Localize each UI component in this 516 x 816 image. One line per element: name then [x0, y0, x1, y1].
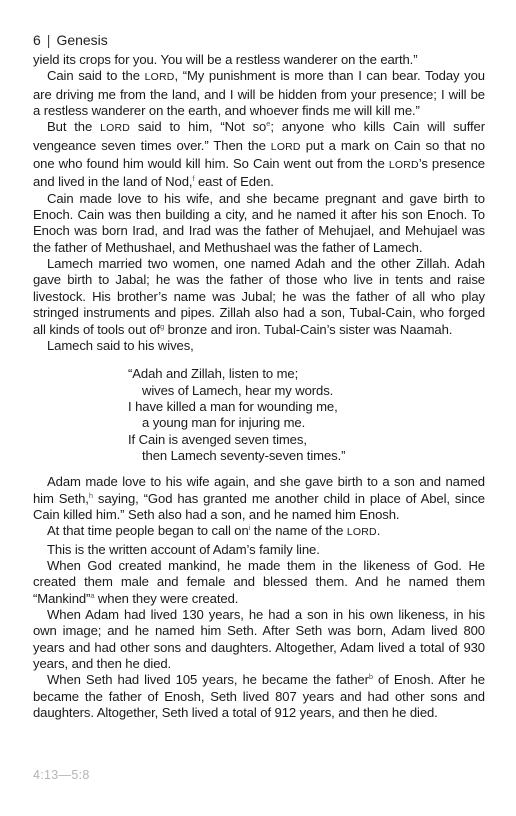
paragraph-3	[33, 119, 485, 190]
paragraph-text: yield its crops for you. You will be a restless wanderer on the earth.”	[33, 52, 418, 67]
footnote-marker[interactable]: g	[160, 321, 165, 331]
paragraph-text: , “My punishment is more than I can bear. Today you are driving me from the land, and I will be hidden from your presence; I will be a restless wanderer on the earth, and whoever finds me will kill me.”	[33, 68, 485, 119]
divine-name: LORD	[388, 160, 419, 172]
paragraph-text: ; anyone who kills Cain will suffer vengeance seven times over.” Then the	[33, 119, 485, 153]
paragraph-text: ’s presence and lived in the land of Nod,	[33, 156, 485, 190]
paragraph-7	[33, 474, 485, 523]
poem-line: a young man for injuring me.	[142, 415, 306, 431]
paragraph-text: said to him, “Not so	[129, 119, 267, 135]
paragraph-2	[33, 68, 485, 119]
paragraph-4	[33, 191, 485, 256]
divine-name: LORD	[100, 123, 130, 135]
paragraph-text: Adam made love to his wife again, and she gave birth to a son and named him Seth,	[33, 474, 485, 506]
divine-name: LORD	[346, 527, 377, 539]
paragraph-9	[33, 542, 485, 558]
header-separator: |	[46, 32, 51, 48]
paragraph-text: put a mark on Cain so that no one who found him would kill him. So Cain went out from the	[33, 137, 485, 172]
paragraph-text: east of Eden.	[194, 174, 274, 190]
paragraph-text: Lamech said to his wives,	[47, 337, 194, 353]
poem-line: then Lamech seventy-seven times.”	[142, 447, 346, 463]
paragraph-text: Cain made love to his wife, and she became pregnant and gave birth to Enoch. Cain was then building a city, and he named it after his son Enoch. To Enoch was born Irad, and Irad was the father of Mehujael, and Mehujael was the father of Methushael, and Methushael was the father of Lamech.	[33, 190, 485, 255]
paragraph-5	[33, 256, 485, 338]
paragraph-text: When God created mankind, he made them in the likeness of God. He created them male and female and blessed them. And he named them “Mankind”	[33, 557, 485, 606]
paragraph-10	[33, 558, 485, 607]
poem-line: I have killed a man for wounding me,	[128, 398, 338, 414]
paragraph-text: When Adam had lived 130 years, he had a son in his own likeness, in his own image; and he named him Seth. After Seth was born, Adam lived 800 years and had other sons and daughters. Altogether, Adam lived a total of 930 years, and then he died.	[33, 607, 485, 672]
footnote-marker[interactable]: f	[192, 174, 195, 184]
paragraph-text: of Enosh. After he became the father of Enosh, Seth lived 807 years and had other sons and daughters. Altogether, Seth lived a total of 912 years, and then he died.	[33, 672, 485, 721]
paragraph-text: Lamech married two women, one named Adah and the other Zillah. Adah gave birth to Jabal; he was the father of those who live in tents and raise livestock. His brother’s name was Jubal; he was the father of all who play stringed instruments and pipes. Zillah also had a son, Tubal-Cain, who forged all kinds of tools out of	[33, 256, 485, 337]
paragraph-text: At that time people began to call on	[47, 523, 249, 539]
paragraph-text: saying, “God has granted me another child in place of Abel, since Cain killed him.” Seth also had a son, and he named him Enosh.	[33, 490, 485, 522]
running-header	[33, 31, 108, 49]
poem-block	[128, 366, 485, 464]
paragraph-8	[33, 523, 485, 541]
paragraph-text: the name of the	[250, 523, 347, 539]
paragraph-6	[33, 338, 485, 354]
footnote-marker[interactable]: h	[88, 490, 93, 500]
paragraph-text: This is the written account of Adam’s family line.	[47, 541, 320, 557]
footnote-marker[interactable]: i	[248, 523, 251, 533]
paragraph-11	[33, 607, 485, 672]
verse-range-footer: 4:13—5:8	[33, 768, 90, 782]
divine-name: LORD	[270, 141, 301, 153]
paragraph-text: when they were created.	[94, 590, 239, 606]
footnote-marker[interactable]: a	[90, 590, 95, 600]
paragraph-text: .	[376, 523, 381, 539]
paragraph-1	[33, 52, 485, 68]
footnote-marker[interactable]: e	[266, 119, 271, 129]
paragraph-12	[33, 672, 485, 721]
paragraph-text: When Seth had lived 105 years, he became the father	[47, 672, 369, 688]
poem-line: If Cain is avenged seven times,	[128, 431, 307, 447]
divine-name: LORD	[144, 72, 175, 84]
footnote-marker[interactable]: b	[368, 672, 373, 682]
paragraph-text: bronze and iron. Tubal-Cain’s sister was Naamah.	[164, 321, 453, 337]
poem-line: wives of Lamech, hear my words.	[142, 382, 334, 398]
book-title: Genesis	[56, 32, 108, 48]
paragraph-text: Cain said to the	[47, 68, 145, 84]
scripture-text	[33, 52, 485, 721]
poem-line: “Adah and Zillah, listen to me;	[128, 366, 299, 382]
page-number: 6	[33, 32, 41, 48]
paragraph-text: But the	[47, 119, 101, 135]
